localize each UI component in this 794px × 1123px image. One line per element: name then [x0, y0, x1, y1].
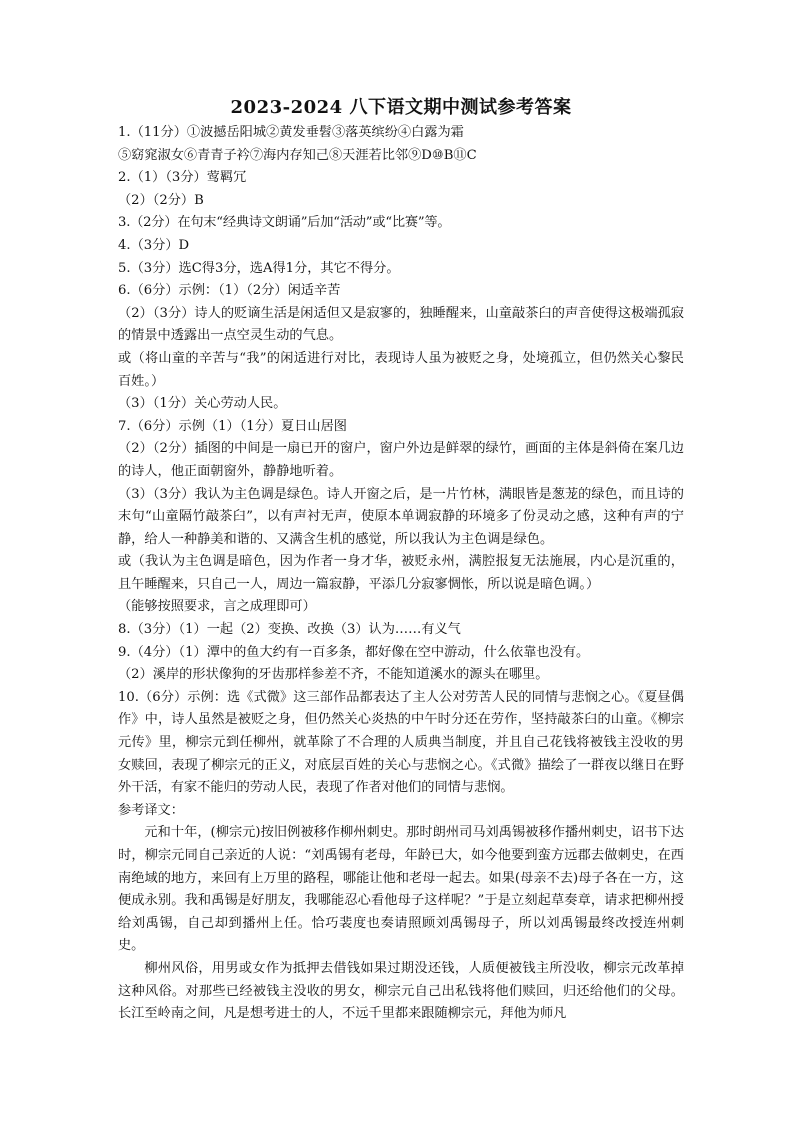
answer-6-part-1: 6.（6分）示例：（1）（2分）闲适辛苦 — [118, 283, 341, 299]
answer-6-part-2: （2）（3分）诗人的贬谪生活是闲适但又是寂寥的，独睡醒来，山童敲茶臼的声音使得这极端孤寂的情景中透露出一点空灵生动的气息。 — [118, 305, 684, 344]
answer-2-part-1: 2.（1）（3分）莺羁冗 — [118, 170, 247, 186]
answer-2-part-2: （2）（2分）B — [118, 192, 204, 208]
answer-7-part-3: （3）（3分）我认为主色调是绿色。诗人开窗之后，是一片竹林，满眼皆是葱茏的绿色，而且诗的末句“山童隔竹敲茶臼”，以有声衬无声，使原本单调寂静的环境多了份灵动之感，这种有声的宁静，给人一种静美和谐的、又满含生机的感觉，所以我认为主色调是绿色。 — [118, 486, 684, 547]
answer-7-part-3-alt: 或（我认为主色调是暗色，因为作者一身才华，被贬永州，满腔报复无法施展，内心是沉重的，且午睡醒来，只自己一人，周边一篇寂静，平添几分寂寥惆怅，所以说是暗色调。） — [118, 554, 684, 592]
answer-9-part-1: 9.（4分）（1）潭中的鱼大约有一百多条，都好像在空中游动，什么依靠也没有。 — [118, 644, 590, 660]
page-title: 2023-2024 八下语文期中测试参考答案 — [230, 97, 572, 118]
answer-1-line-1: 1.（11分）①波撼岳阳城②黄发垂髫③落英缤纷④白露为霜 — [118, 125, 464, 140]
translation-paragraph-2: 柳州风俗，用男或女作为抵押去借钱如果过期没还钱，人质便被钱主所没收，柳宗元改革掉这种风俗。对那些已经被钱主没收的男女，柳宗元自己出私钱将他们赎回，归还给他们的父母。长江至岭南之间，凡是想考进士的人，不远千里都来跟随柳宗元，拜他为师凡 — [118, 960, 684, 1022]
translation-paragraph-1: 元和十年，(柳宗元)按旧例被移作柳州刺史。那时朗州司马刘禹锡被移作播州刺史，诏书下达时，柳宗元同自己亲近的人说：“刘禹锡有老母，年龄已大，如今他要到蛮方远郡去做刺史，在西南绝域的地方，来回有上万里的路程，哪能让他和老母一起去。如果(母亲不去)母子各在一方，这便成永别。我和禹锡是好朋友，我哪能忍心看他母子这样呢？”于是立刻起草奏章，请求把柳州授给刘禹锡，自己却到播州上任。恰巧裴度也奏请照顾刘禹锡母子，所以刘禹锡最终改授连州刺史。 — [118, 825, 684, 954]
answer-6-part-3: （3）（1分）关心劳动人民。 — [118, 396, 287, 412]
answer-10: 10.（6分）示例：选《式微》这三部作品都表达了主人公对劳苦人民的同情与悲悯之心。《夏昼偶作》中，诗人虽然是被贬之身，但仍然关心炎热的中午时分还在劳作，坚持敲茶臼的山童。《柳宗元传》里，柳宗元到任柳州，就革除了不合理的人质典当制度，并且自己花钱将被钱主没收的男女赎回，表现了柳宗元的正义，对底层百姓的关心与悲悯之心。《式微》描绘了一群夜以继日在野外干活，有家不能归的劳动人民，表现了作者对他们的同情与悲悯。 — [118, 689, 684, 796]
answer-1-line-2: ⑤窈窕淑女⑥青青子衿⑦海内存知己⑧天涯若比邻⑨D⑩B⑪C — [118, 147, 477, 163]
answer-9-part-2: （2）溪岸的形状像狗的牙齿那样参差不齐，不能知道溪水的源头在哪里。 — [118, 667, 549, 683]
answer-5: 5.（3分）选C得3分，选A得1分，其它不得分。 — [118, 260, 400, 276]
answer-4: 4.（3分）D — [118, 237, 190, 253]
answer-8: 8.（3分）（1）一起（2）变换、改换（3）认为……有义气 — [118, 622, 461, 638]
answer-7-part-2: （2）（2分）插图的中间是一扇已开的窗户，窗户外边是鲜翠的绿竹，画面的主体是斜倚在案几边的诗人，他正面朝窗外，静静地听着。 — [118, 441, 684, 479]
translation-heading: 参考译文： — [118, 802, 184, 818]
answer-document — [118, 96, 684, 1026]
answer-3: 3.（2分）在句末“经典诗文朗诵”后加“活动”或“比赛”等。 — [118, 215, 451, 231]
answer-6-part-2-alt: 或（将山童的辛苦与“我”的闲适进行对比，表现诗人虽为被贬之身，处境孤立，但仍然关心黎民百姓。） — [118, 350, 684, 389]
answer-7-note: （能够按照要求，言之成理即可） — [118, 599, 316, 615]
answer-7-part-1: 7.（6分）示例（1）（1分）夏日山居图 — [118, 418, 347, 434]
